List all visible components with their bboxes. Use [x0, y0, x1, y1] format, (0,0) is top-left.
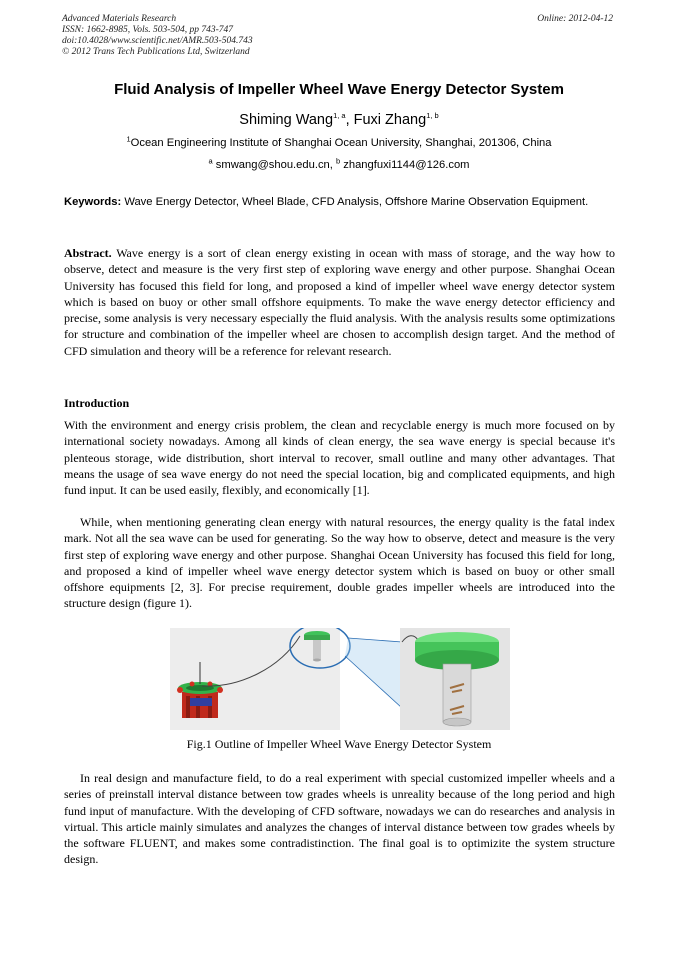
author-name: Fuxi Zhang — [353, 112, 427, 128]
body-paragraph-3: In real design and manufacture field, to do a real experiment with special customized impeller wheels and a series of preinstall interval distance between tow grades wheels is unreality because of the long period and high fund input of manufacture. With the developing of CFD software, nowadays we can do researches and analysis in virtual. This article mainly simulates and analyzes the changes of interval distance between tow grades wheels by the software FLUENT, and makes some contradistinction. The final goal is to optimizite the system structure design. — [64, 771, 615, 867]
doi-line[interactable]: doi:10.4028/www.scientific.net/AMR.503-504.743 — [62, 36, 253, 46]
issn-line: ISSN: 1662-8985, Vols. 503-504, pp 743-747 — [62, 25, 233, 35]
intro-paragraph-2: While, when mentioning generating clean energy with natural resources, the energy quality is the fatal index mark. Not all the sea wave can be used for generating. So the way how to observe, detect and measure is the very first step of exploring wave energy and other purpose. Shanghai Ocean University has focused this field for long, and proposed a kind of impeller wheel wave energy detector system which is based on buoy or other small offshore equipments [2, 3]. For precise requirement, double grades impeller wheels are introduced into the structure design (figure 1). — [64, 515, 615, 611]
online-date: Online: 2012-04-12 — [537, 14, 613, 24]
copyright-line: © 2012 Trans Tech Publications Ltd, Switzerland — [62, 47, 250, 57]
author-sup: 1, a — [333, 111, 346, 121]
email-sup: a — [208, 156, 213, 166]
figure-left-panel — [170, 628, 340, 730]
figure-1-caption: Fig.1 Outline of Impeller Wheel Wave Energy Detector System — [186, 737, 492, 751]
affiliation — [0, 134, 678, 149]
figure-1 — [170, 628, 510, 730]
author-emails — [0, 156, 678, 171]
journal-name: Advanced Materials Research — [62, 14, 177, 24]
author-list: Shiming Wang$^{1, a}$, Fuxi Zhang$^{1, b}$ — [239, 111, 439, 128]
email-link[interactable]: zhangfuxi1144@126.com — [343, 159, 470, 171]
zoom-connector — [345, 638, 402, 708]
email-link[interactable]: smwang@shou.edu.cn, — [215, 159, 333, 171]
keywords-label: Keywords: — [64, 196, 122, 208]
affiliation-text: Ocean Engineering Institute of Shanghai Ocean University, Shanghai, 201306, China — [130, 137, 552, 149]
keywords — [64, 195, 614, 210]
author-sup: 1, b — [426, 111, 439, 121]
abstract-text: Wave energy is a sort of clean energy existing in ocean with mass of storage, and the way how to observe, detect and measure is the very first step of exploring wave energy and other purpose. Shanghai Ocean University has focused this field for long, and proposed a kind of impeller wheel wave energy detector system which is based on buoy or other small offshore equipments. To make the wave energy detector efficiency and precise, some analysis is very necessary especially the fluid analysis. With the analysis results some optimizations for structure and combination of the impeller wheel are chosen to accomplish design target. And the method of CFD simulation and theory will be a reference for relevant research. — [64, 246, 615, 358]
abstract-label: Abstract. — [64, 246, 112, 260]
keywords-text: Wave Energy Detector, Wheel Blade, CFD Analysis, Offshore Marine Observation Equipment. — [124, 196, 589, 208]
intro-paragraph-1: With the environment and energy crisis problem, the clean and recyclable energy is much more focused on by international society nowadays. Among all kinds of clean energy, the sea wave energy is special because it's plenteous storage, wide distribution, short interval to recover, small outline and many other advantages. That means the usage of sea wave energy do not need the special location, big and complicated equipments, and high fund input. It can be used easily, flexibly, and economically [1]. — [64, 418, 615, 498]
affiliation-sup: 1 — [126, 134, 131, 144]
abstract — [64, 245, 615, 359]
author-name: Shiming Wang — [239, 112, 334, 128]
section-heading-introduction: Introduction — [64, 396, 130, 410]
email-sup: b — [335, 156, 341, 166]
journal-header — [62, 14, 392, 58]
figure-right-panel — [400, 628, 510, 730]
paper-title: Fluid Analysis of Impeller Wheel Wave Energy Detector System — [114, 81, 564, 98]
